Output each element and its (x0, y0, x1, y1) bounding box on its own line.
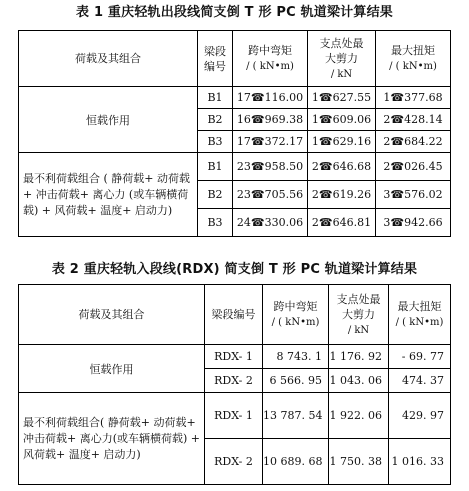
moment-value: 23☎705.56 (233, 181, 308, 209)
beam-id: RDX- 2 (205, 369, 263, 393)
shear-value: 1 922. 06 (329, 393, 389, 439)
beam-id: RDX- 1 (205, 345, 263, 369)
table2-header-torque: 最大扭矩 / ( kN•m) (389, 285, 451, 345)
torque-value: 2☎026.45 (376, 153, 451, 181)
table2-header-moment: 跨中弯矩 / ( kN•m) (263, 285, 329, 345)
table1-header-moment: 跨中弯矩 / ( kN•m) (233, 31, 308, 87)
moment-value: 16☎969.38 (233, 109, 308, 131)
torque-value: 3☎576.02 (376, 181, 451, 209)
table2-group-label: 最不利荷载组合( 静荷载+ 动荷载+ 冲击荷载+ 离心力(或车辆横荷载) + 风荷载+ 温度+ 启动力) (19, 393, 205, 485)
beam-id: RDX- 1 (205, 393, 263, 439)
torque-value: 2☎684.22 (376, 131, 451, 153)
table2-header-row (19, 285, 451, 345)
moment-value: 10 689. 68 (263, 439, 329, 485)
shear-value: 1☎629.16 (308, 131, 376, 153)
table1-header-row (19, 31, 451, 87)
table-row (19, 153, 451, 181)
moment-value: 17☎116.00 (233, 87, 308, 109)
beam-id: B1 (198, 153, 233, 181)
moment-value: 17☎372.17 (233, 131, 308, 153)
table1-header-load: 荷载及其组合 (19, 31, 198, 87)
shear-value: 1☎609.06 (308, 109, 376, 131)
table2-caption: 表 2 重庆轻轨入段线(RDX) 简支倒 T 形 PC 轨道梁计算结果 (51, 262, 418, 277)
table-row (19, 345, 451, 369)
moment-value: 23☎958.50 (233, 153, 308, 181)
beam-id: B1 (198, 87, 233, 109)
beam-id: B2 (198, 109, 233, 131)
shear-value: 1☎627.55 (308, 87, 376, 109)
table1-group-label: 最不利荷载组合 ( 静荷载+ 动荷载+ 冲击荷载+ 离心力 (或车辆横荷载) + 风荷载+ 温度+ 启动力) (19, 153, 198, 237)
table1-caption: 表 1 重庆轻轨出段线简支倒 T 形 PC 轨道梁计算结果 (76, 5, 393, 20)
torque-value: 2☎428.14 (376, 109, 451, 131)
shear-value: 1 043. 06 (329, 369, 389, 393)
table2-header-load: 荷载及其组合 (19, 285, 205, 345)
shear-value: 2☎619.26 (308, 181, 376, 209)
table-row (19, 87, 451, 109)
moment-value: 13 787. 54 (263, 393, 329, 439)
torque-value: - 69. 77 (389, 345, 451, 369)
table2-group-label: 恒载作用 (19, 345, 205, 393)
table2-header-beam: 梁段编号 (205, 285, 263, 345)
shear-value: 1 750. 38 (329, 439, 389, 485)
shear-value: 2☎646.68 (308, 153, 376, 181)
beam-id: B3 (198, 209, 233, 237)
beam-id: RDX- 2 (205, 439, 263, 485)
table1 (18, 30, 451, 237)
torque-value: 474. 37 (389, 369, 451, 393)
beam-id: B3 (198, 131, 233, 153)
table1-header-torque: 最大扭矩 / ( kN•m) (376, 31, 451, 87)
moment-value: 24☎330.06 (233, 209, 308, 237)
table-row (19, 393, 451, 439)
shear-value: 1 176. 92 (329, 345, 389, 369)
moment-value: 6 566. 95 (263, 369, 329, 393)
torque-value: 3☎942.66 (376, 209, 451, 237)
table1-header-shear: 支点处最 大剪力 / kN (308, 31, 376, 87)
table2 (18, 284, 451, 485)
table1-header-beam: 梁段 编号 (198, 31, 233, 87)
moment-value: 8 743. 1 (263, 345, 329, 369)
torque-value: 1 016. 33 (389, 439, 451, 485)
torque-value: 1☎377.68 (376, 87, 451, 109)
beam-id: B2 (198, 181, 233, 209)
torque-value: 429. 97 (389, 393, 451, 439)
table1-group-label: 恒载作用 (19, 87, 198, 153)
table2-header-shear: 支点处最 大剪力 / kN (329, 285, 389, 345)
shear-value: 2☎646.81 (308, 209, 376, 237)
